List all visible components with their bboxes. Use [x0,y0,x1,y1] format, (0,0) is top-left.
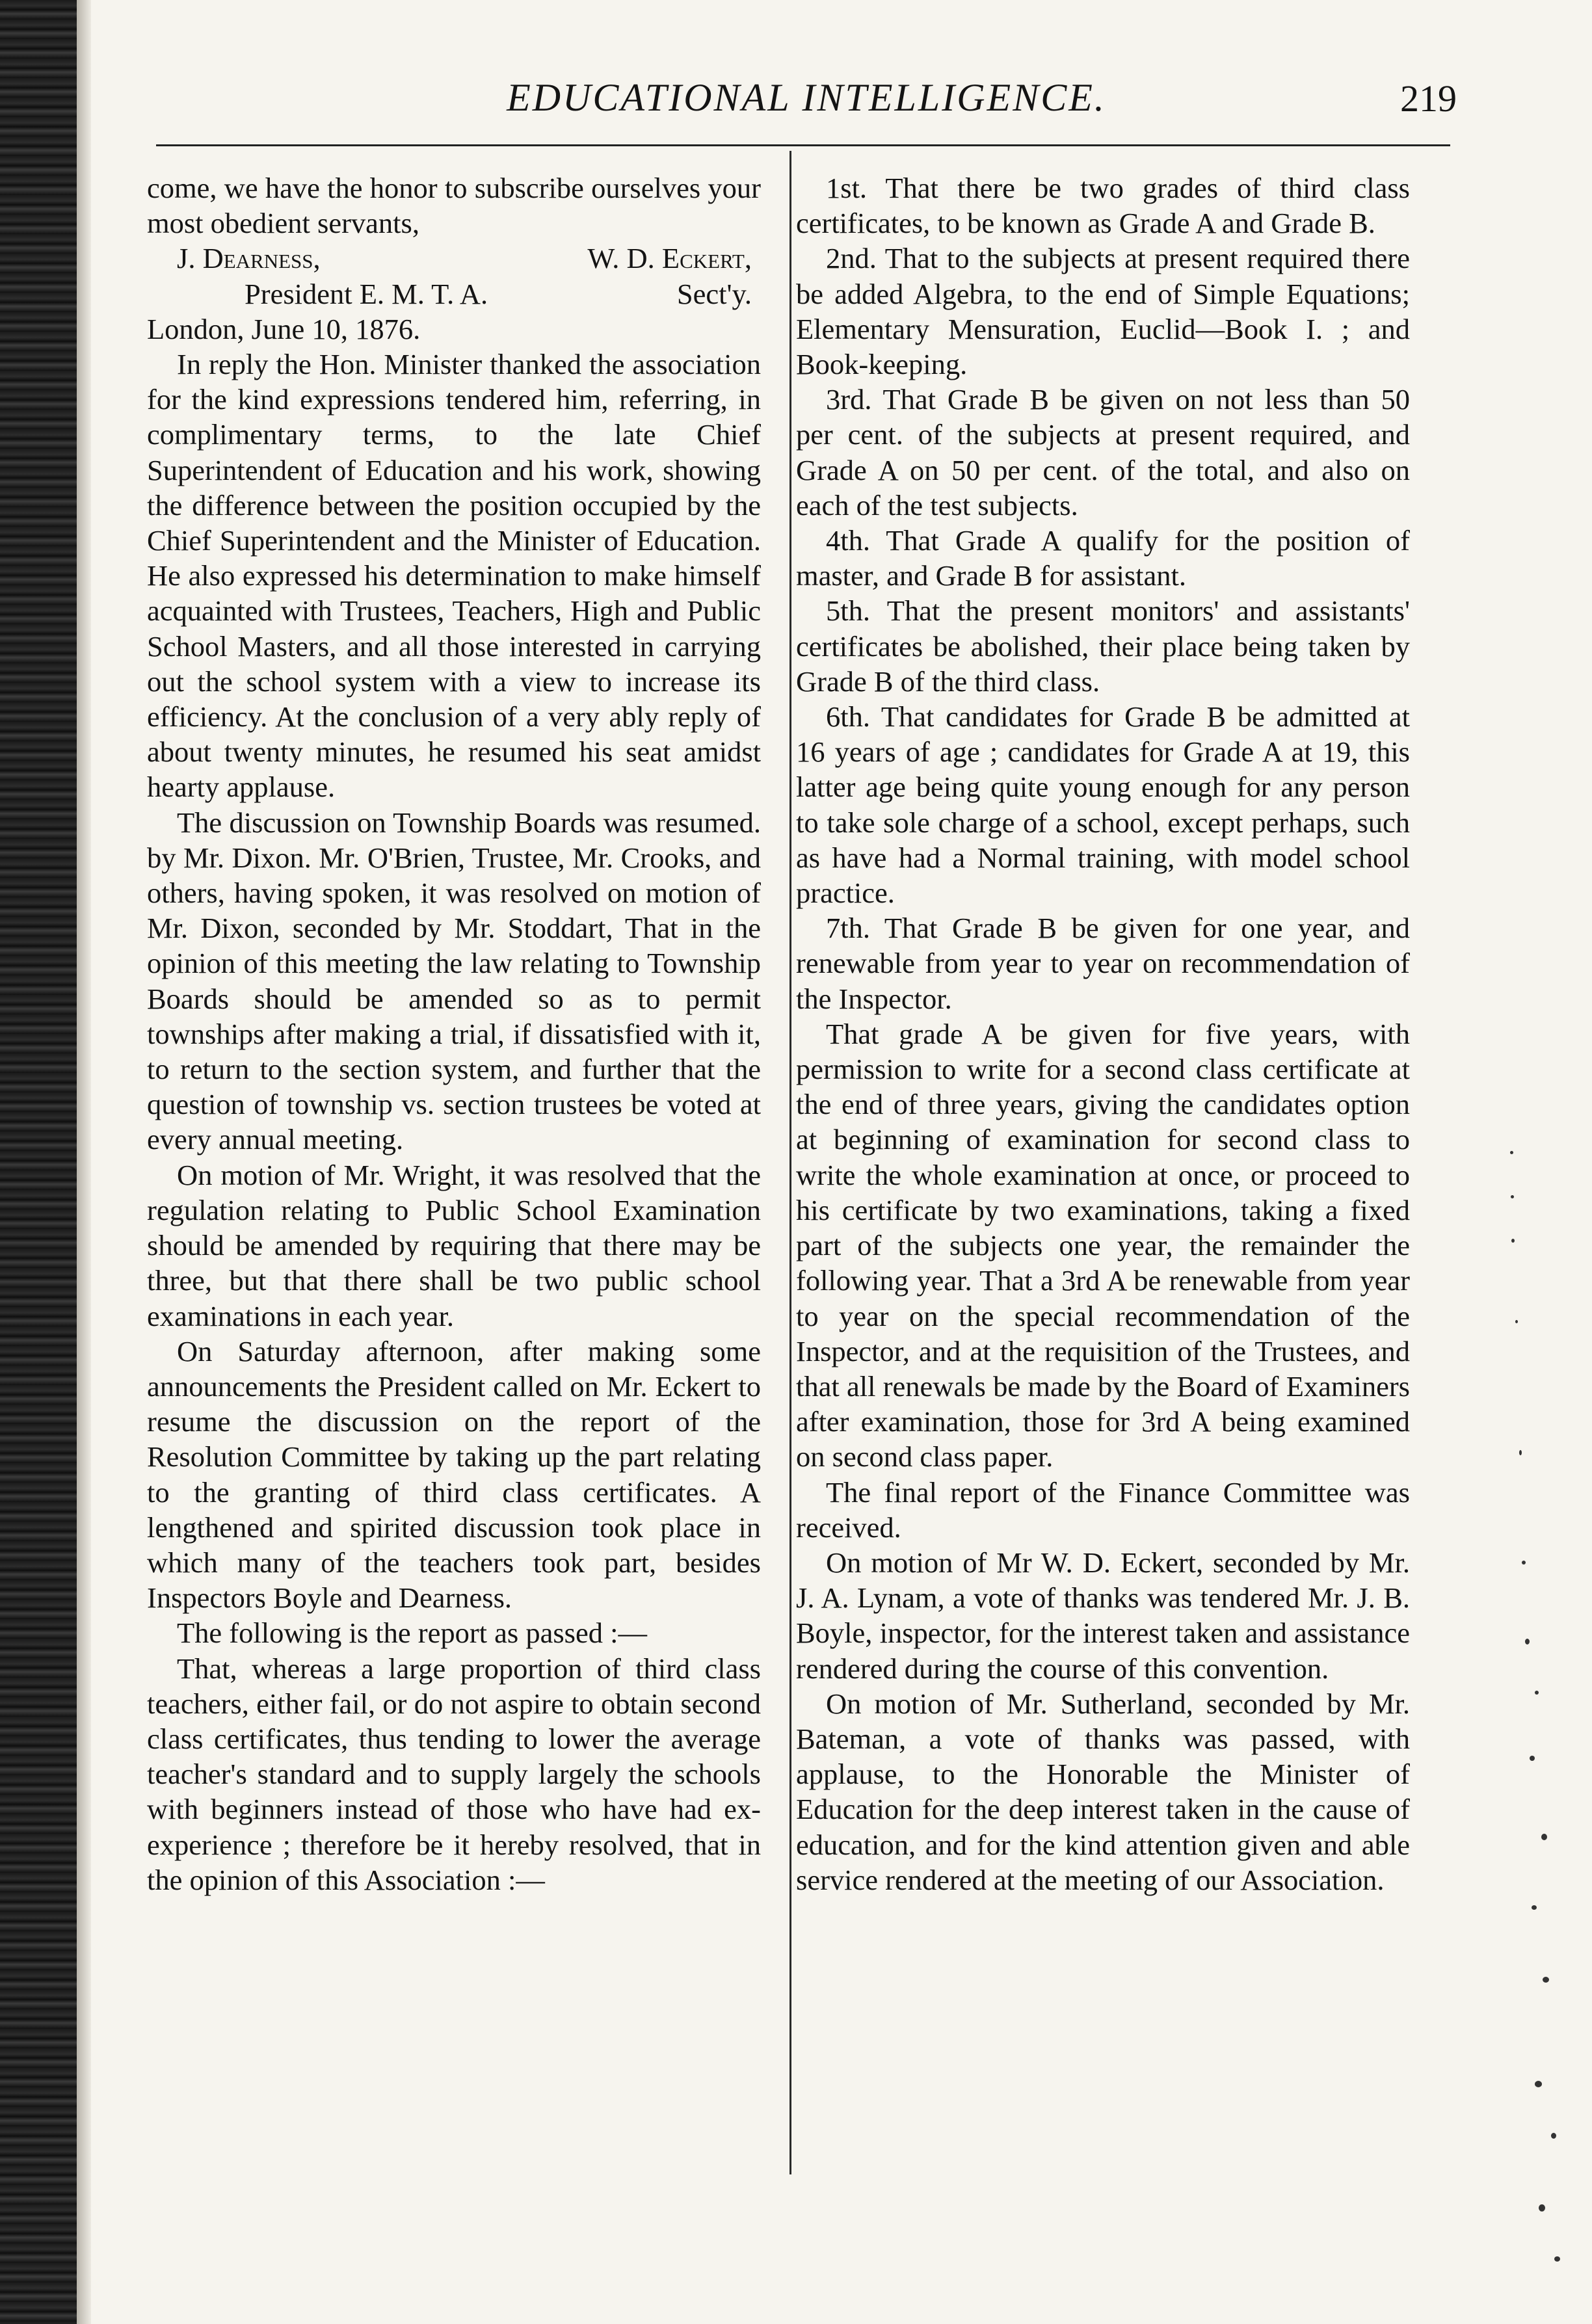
signer-secretary: W. D. Eckert, [587,242,752,275]
resolution-first: 1st. That there be two grades of third class certificates, to be known as Grade A and Grade B. [796,172,1410,240]
resolution-second: 2nd. That to the subjects at present required there be added Algebra, to the end of Simple Equations; Elementary Mensuration, Euclid—Book I. ; and Book-keeping. [796,242,1410,381]
signer-president: J. Dearness, [177,242,321,275]
resolution-seventh: 7th. That Grade B be given for one year, and renewable from year to year on recommendation of the Inspector. [796,912,1410,1015]
column-divider [789,151,791,2174]
resolution-fourth: 4th. That Grade A qualify for the position of master, and Grade B for assistant. [796,524,1410,592]
paragraph-thanks-boyle: On motion of Mr W. D. Eckert, seconded by Mr. J. A. Lynam, a vote of thanks was tendered Mr. J. B. Boyle, inspector, for the interest taken and assistance rendered during the course of this convention. [796,1546,1410,1685]
paragraph-saturday-discussion: On Saturday afternoon, after making some announcements the President called on Mr. Eckert to resume the discussion on the report of the Resolution Committee by taking up the part relating to the granting of third class certificates. A lengthened and spirited discussion took place in which many of the teachers took part, besides Inspectors Boyle and Dearness. [147,1334,761,1615]
resolution-fifth: 5th. That the present monitors' and assistants' certificates be abolished, their place being taken by Grade B of the third class. [796,594,1410,698]
paragraph-thanks-minister: On motion of Mr. Sutherland, seconded by Mr. Bateman, a vote of thanks was passed, with applause, to the Honorable the Minister of Education for the deep interest taken in the cause of education, and for the kind attention given and able service rendered at the meeting of our Association. [796,1687,1410,1896]
resolution-third: 3rd. That Grade B be given on not less than 50 per cent. of the subjects at present required, and Grade A on 50 per cent. of the total, and also on each of the test subjects. [796,383,1410,522]
closing-paragraph: come, we have the honor to subscribe ourselves your most obedient servants, [147,172,761,240]
page-header [156,70,1457,129]
paragraph-township-boards: The discussion on Township Boards was resumed. by Mr. Dixon. Mr. O'Brien, Trustee, Mr. Crooks, and others, having spoken, it was resolved on motion of Mr. Dixon, seconded by Mr. Stoddart, That in the opinion of this meeting the law relating to Township Boards should be amended so as to permit townships after making a trial, if dissatisfied with it, to return to the section system, and further that the question of township vs. section trustees be voted at every annual meeting. [147,806,761,1156]
signature-names [147,241,761,276]
paragraph-whereas: That, whereas a large proportion of third class teachers, either fail, or do not aspire to obtain second class certificates, thus tending to lower the average teacher's standard and to supply largely the schools with beginners instead of those who have had ex-experience ; therefore be it hereby resolved, that in the opinion of this Association :— [147,1652,761,1896]
paragraph-grade-a: That grade A be given for five years, with permission to write for a second class certificate at the end of three years, giving the candidates option at beginning of examination for second class to write the whole examination at once, or proceed to his certificate by two examinations, taking a fixed part of the subjects one year, the remainder the following year. That a 3rd A be renewable from year to year on the special recommendation of the Inspector, and at the requisition of the Trustees, and that all renewals be made by the Board of Examiners after examination, those for 3rd A being examined on second class paper. [796,1017,1410,1473]
running-title: EDUCATIONAL INTELLIGENCE. [507,76,1106,119]
book-binding-shadow [0,0,77,2324]
signer-president-title: President E. M. T. A. [245,277,488,310]
left-column [147,170,761,1897]
signature-titles [147,276,761,311]
paragraph-minister-reply: In reply the Hon. Minister thanked the association for the kind expressions tendered him, referring, in complimentary terms, to the late Chief Superintendent of Education and his work, showing the difference between the position occupied by the Chief Superintendent and the Minister of Education. He also expressed his determination to make himself acquainted with Trustees, Teachers, High and Public School Masters, and all those interested in carrying out the school system with a view to increase its efficiency. At the conclusion of a very ably reply of about twenty minutes, he resumed his seat amidst hearty applause. [147,348,761,804]
paragraph-school-examination: On motion of Mr. Wright, it was resolved that the regulation relating to Public School Examination should be amended by requiring that there may be three, but that there shall be two public school examinations in each year. [147,1158,761,1332]
signer-secretary-title: Sect'y. [676,277,752,310]
header-rule [156,144,1450,146]
right-column [796,170,1410,1897]
dateline: London, June 10, 1876. [147,312,421,345]
paragraph-report-intro: The following is the report as passed :— [177,1617,647,1650]
page-number: 219 [1400,77,1457,120]
page-gutter [77,0,91,2324]
resolution-sixth: 6th. That candidates for Grade B be admitted at 16 years of age ; candidates for Grade A at 19, this latter age being quite young enough for any person to take sole charge of a school, except perhaps, such as have had a Normal training, with model school practice. [796,700,1410,910]
paragraph-finance-report: The final report of the Finance Committee was received. [796,1475,1410,1544]
